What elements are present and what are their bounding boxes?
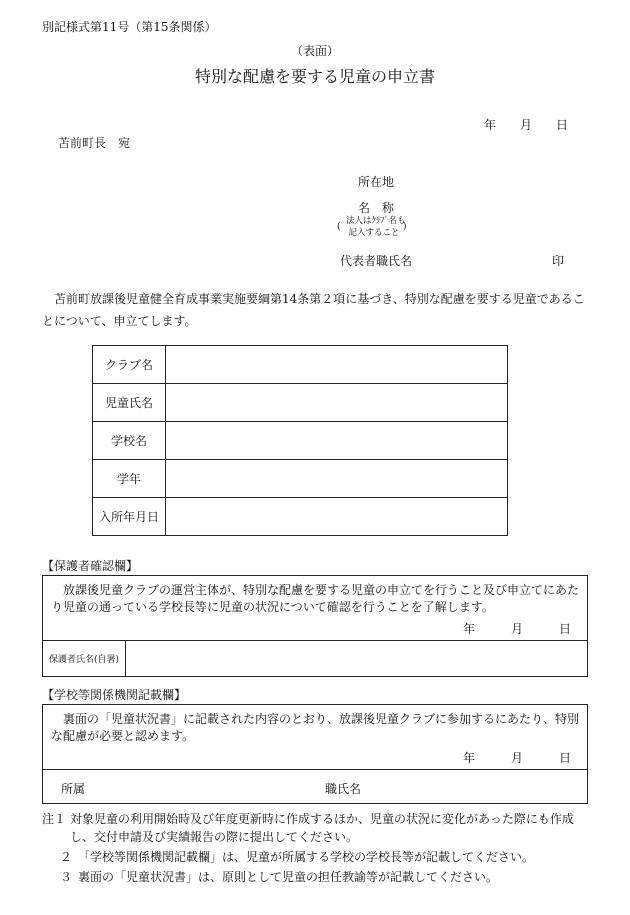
row-label: 学校名 xyxy=(93,422,166,460)
club-info-table xyxy=(92,345,508,536)
representative-label: 代表者職氏名 xyxy=(340,254,413,268)
guardian-date-year: 年 xyxy=(463,622,476,636)
table-row xyxy=(93,384,508,422)
guardian-confirmation-box xyxy=(42,575,588,677)
table-row xyxy=(93,422,508,460)
row-label: クラブ名 xyxy=(93,346,166,384)
seal-mark: 印 xyxy=(552,254,565,268)
table-row xyxy=(93,498,508,536)
name-note-line1: 法人はｸﾗﾌﾞ名も xyxy=(346,216,406,226)
guardian-section-heading: 【保護者確認欄】 xyxy=(42,559,139,573)
note-item: ２ 「学校等関係機関記載欄」は、児童が所属する学校の学校長等が記載してください。 xyxy=(60,850,535,864)
form-number-label: 別記様式第11号（第15条関係） xyxy=(42,20,217,34)
school-section-heading: 【学校等関係機関記載欄】 xyxy=(42,688,187,702)
school-date-day: 日 xyxy=(559,751,572,765)
row-value-field[interactable] xyxy=(166,422,508,460)
document-title: 特別な配慮を要する児童の申立書 xyxy=(194,67,435,86)
name-label: 名 称 xyxy=(358,201,395,215)
date-year-label: 年 xyxy=(484,118,497,132)
guardian-date-day: 日 xyxy=(559,622,572,636)
side-label: （表面） xyxy=(290,44,339,58)
row-value-field[interactable] xyxy=(166,460,508,498)
table-row xyxy=(93,346,508,384)
school-record-box xyxy=(42,704,588,804)
note-item: ３ 裏面の「児童状況書」は、原則として児童の担任教諭等が記載してください。 xyxy=(60,870,499,884)
school-recognition-text: 裏面の「児童状況書」に記載された内容のとおり、放課後児童クラブに参加するにあたり、特別な配慮が必要と認めます。 xyxy=(51,712,580,743)
school-date-year: 年 xyxy=(463,751,476,765)
table-row xyxy=(93,460,508,498)
school-date-month: 月 xyxy=(511,751,524,765)
location-label: 所在地 xyxy=(358,175,395,189)
guardian-consent-text: 放課後児童クラブの運営主体が、特別な配慮を要する児童の申立てを行うこと及び申立てにあたり児童の通っている学校長等に児童の状況について確認を行うことを了解します。 xyxy=(51,583,580,614)
name-note-line2: 記入すること xyxy=(348,228,400,238)
name-note: ( 法人はｸﾗﾌﾞ名も 記入すること ) xyxy=(337,216,407,238)
note-item: 注１ 対象児童の利用開始時及び年度更新時に作成するほか、児童の状況に変化があった際にも作成し、交付申請及び実績報告の際に提出してください。 xyxy=(42,812,574,844)
guardian-name-label: 保護者氏名(自署) xyxy=(49,655,120,665)
row-label: 入所年月日 xyxy=(93,498,166,536)
notes xyxy=(42,810,592,886)
date-month-label: 月 xyxy=(520,118,533,132)
addressee: 苫前町長 宛 xyxy=(58,136,131,150)
title-name-label: 職氏名 xyxy=(325,782,362,796)
row-value-field[interactable] xyxy=(166,498,508,536)
affiliation-label: 所属 xyxy=(61,782,86,796)
row-label: 児童氏名 xyxy=(93,384,166,422)
declaration-text: 苫前町放課後児童健全育成事業実施要綱第14条第２項に基づき、特別な配慮を要する児童であることについて、申立てします。 xyxy=(42,292,585,328)
guardian-date-month: 月 xyxy=(511,622,524,636)
row-label: 学年 xyxy=(93,460,166,498)
row-value-field[interactable] xyxy=(166,384,508,422)
date-day-label: 日 xyxy=(556,118,569,132)
row-value-field[interactable] xyxy=(166,346,508,384)
